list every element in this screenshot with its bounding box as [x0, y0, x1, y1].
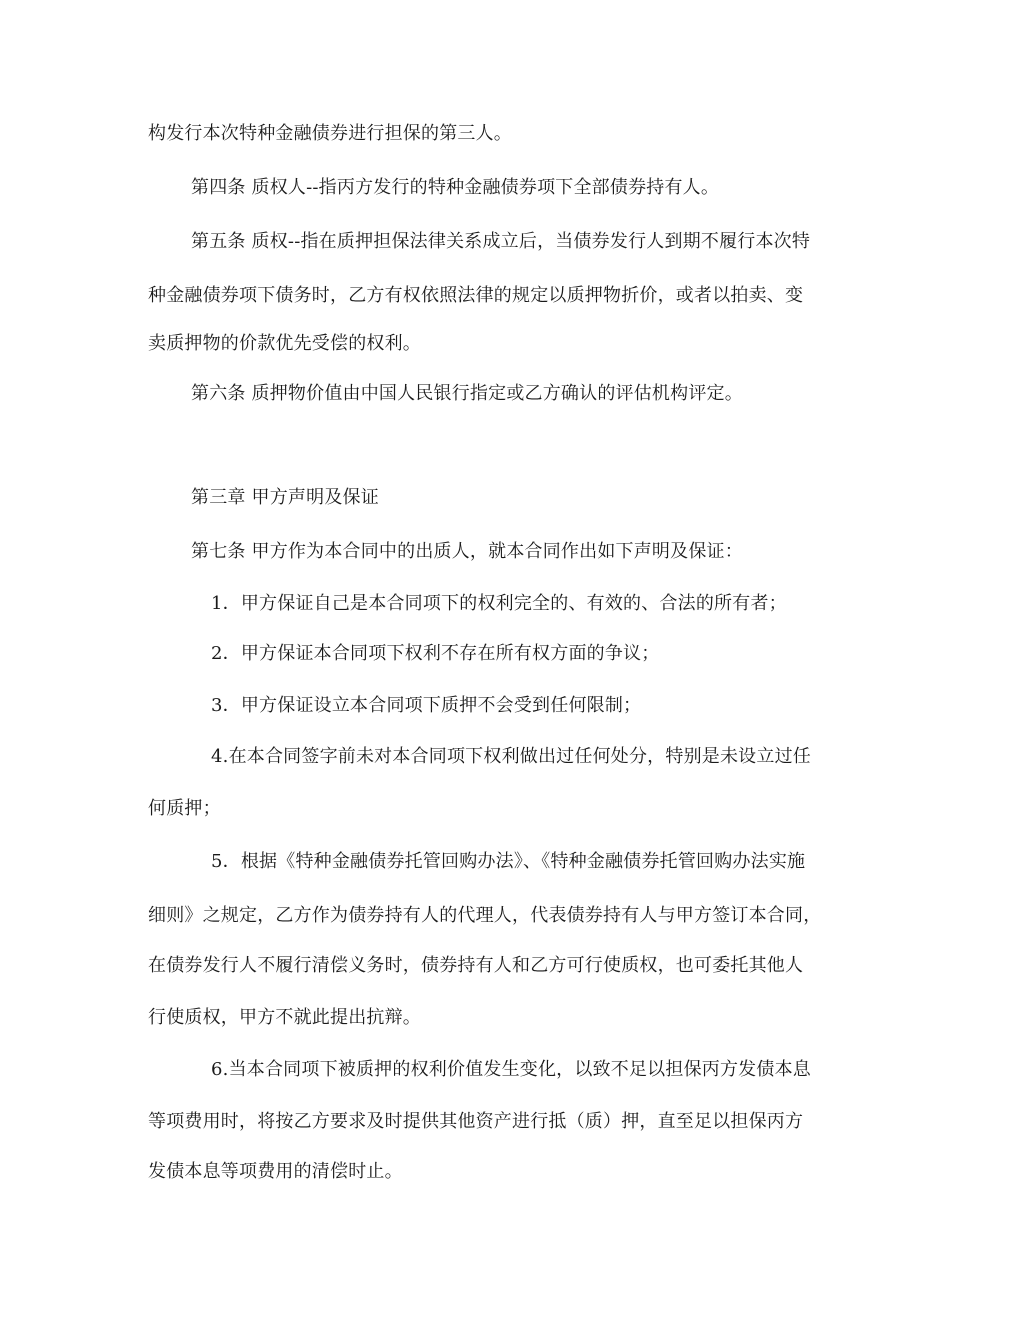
paragraph-line: 构发行本次特种金融债券进行担保的第三人。 — [148, 123, 512, 144]
article-7-line: 第七条 甲方作为本合同中的出质人，就本合同作出如下声明及保证： — [191, 541, 743, 562]
list-item-3: 3．甲方保证设立本合同项下质押不会受到任何限制； — [211, 695, 642, 716]
list-item-1: 1．甲方保证自己是本合同项下的权利完全的、有效的、合法的所有者； — [211, 593, 787, 614]
list-item-6: 6.当本合同项下被质押的权利价值发生变化，以致不足以担保丙方发债本息 — [211, 1059, 811, 1080]
article-6-line: 第六条 质押物价值由中国人民银行指定或乙方确认的评估机构评定。 — [191, 383, 743, 404]
paragraph-line: 等项费用时，将按乙方要求及时提供其他资产进行抵（质）押，直至足以担保丙方 — [148, 1111, 804, 1132]
paragraph-line: 种金融债券项下债务时，乙方有权依照法律的规定以质押物折价，或者以拍卖、变 — [148, 285, 804, 306]
paragraph-line: 发债本息等项费用的清偿时止。 — [148, 1161, 403, 1182]
list-item-4: 4.在本合同签字前未对本合同项下权利做出过任何处分，特别是未设立过任 — [211, 746, 811, 767]
paragraph-line: 何质押； — [148, 798, 221, 819]
list-item-5: 5．根据《特种金融债券托管回购办法》、《特种金融债券托管回购办法实施 — [211, 851, 806, 872]
paragraph-line: 行使质权，甲方不就此提出抗辩。 — [148, 1007, 421, 1028]
chapter-3-heading: 第三章 甲方声明及保证 — [191, 487, 379, 508]
paragraph-line: 卖质押物的价款优先受偿的权利。 — [148, 333, 421, 354]
article-4-line: 第四条 质权人--指丙方发行的特种金融债券项下全部债券持有人。 — [191, 177, 720, 198]
paragraph-line: 在债券发行人不履行清偿义务时，债券持有人和乙方可行使质权，也可委托其他人 — [148, 955, 804, 976]
list-item-2: 2．甲方保证本合同项下权利不存在所有权方面的争议； — [211, 643, 660, 664]
paragraph-line: 细则》之规定，乙方作为债券持有人的代理人，代表债券持有人与甲方签订本合同， — [148, 905, 822, 926]
article-5-line: 第五条 质权--指在质押担保法律关系成立后，当债券发行人到期不履行本次特 — [191, 231, 811, 252]
